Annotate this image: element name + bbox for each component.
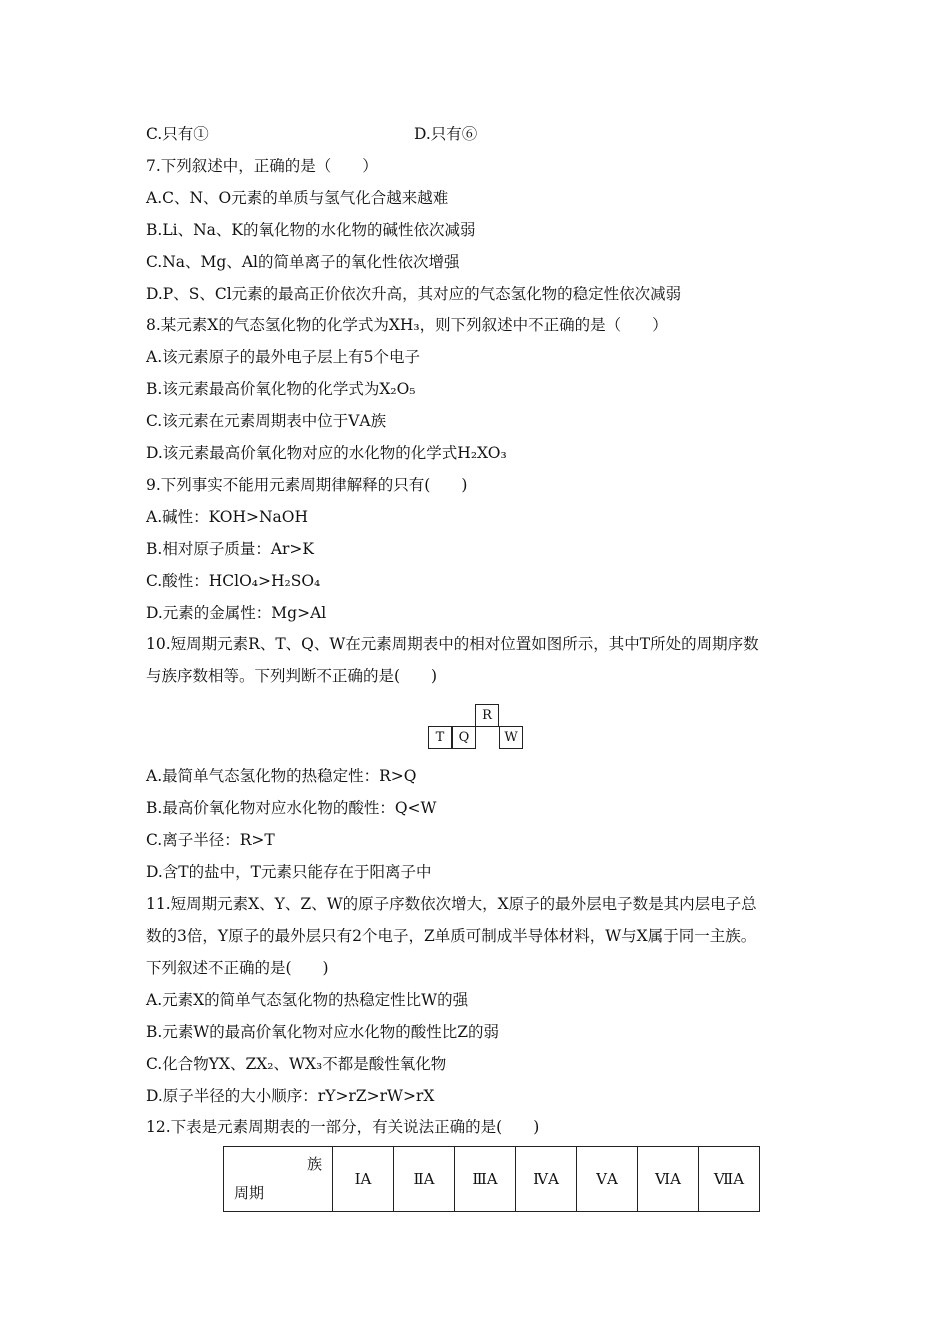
q9-option-c: C.酸性：HClO₄>H₂SO₄: [146, 572, 321, 590]
q9-option-a: A.碱性：KOH>NaOH: [146, 508, 309, 526]
q7-option-c: C.Na、Mg、Al的简单离子的氧化性依次增强: [146, 253, 460, 271]
q10-option-c: C.离子半径：R>T: [146, 831, 275, 849]
header-group-label: 族: [306, 1155, 322, 1173]
table-corner-cell: [224, 1147, 333, 1212]
q7-option-b: B.Li、Na、K的氧化物的水化物的碱性依次减弱: [146, 221, 476, 239]
header-period-label: 周期: [234, 1184, 265, 1202]
group-header-6: ⅥA: [638, 1147, 699, 1212]
q9-option-b: B.相对原子质量：Ar>K: [146, 540, 314, 558]
q10-option-d: D.含T的盐中，T元素只能存在于阳离子中: [146, 863, 432, 881]
q8-option-c: C.该元素在元素周期表中位于ⅤA族: [146, 412, 387, 430]
diagram-cell-t: T: [428, 726, 452, 749]
q11-option-c: C.化合物YX、ZX₂、WX₃不都是酸性氧化物: [146, 1055, 447, 1073]
q6-option-c: C.只有①: [146, 125, 209, 143]
group-header-3: ⅢA: [455, 1147, 516, 1212]
diagram-cell-q: Q: [452, 726, 476, 749]
q6-option-d: D.只有⑥: [414, 125, 478, 143]
q10-stem-line1: 10.短周期元素R、T、Q、W在元素周期表中的相对位置如图所示，其中T所处的周期序数: [146, 635, 759, 653]
diagram-cell-w: W: [499, 726, 523, 749]
group-header-4: ⅣA: [516, 1147, 577, 1212]
q8-option-b: B.该元素最高价氧化物的化学式为X₂O₅: [146, 380, 416, 398]
q8-option-d: D.该元素最高价氧化物对应的水化物的化学式H₂XO₃: [146, 444, 507, 462]
q10-option-a: A.最简单气态氢化物的热稳定性：R>Q: [146, 767, 417, 785]
periodic-table-fragment: [223, 1146, 760, 1212]
q10-stem-line2: 与族序数相等。下列判断不正确的是( ): [146, 667, 438, 685]
q7-option-a: A.C、N、O元素的单质与氢气化合越来越难: [146, 189, 449, 207]
q10-option-b: B.最高价氧化物对应水化物的酸性：Q<W: [146, 799, 437, 817]
q11-stem-line3: 下列叙述不正确的是( ): [146, 959, 329, 977]
q11-option-a: A.元素X的简单气态氢化物的热稳定性比W的强: [146, 991, 469, 1009]
q11-stem-line2: 数的3倍，Y原子的最外层只有2个电子，Z单质可制成半导体材料，W与X属于同一主族。: [146, 927, 757, 945]
q9-stem: 9.下列事实不能用元素周期律解释的只有( ): [146, 476, 468, 494]
q11-stem-line1: 11.短周期元素X、Y、Z、W的原子序数依次增大，X原子的最外层电子数是其内层电子总: [146, 895, 757, 913]
q9-option-d: D.元素的金属性：Mg>Al: [146, 604, 327, 622]
q8-stem: 8.某元素X的气态氢化物的化学式为XH₃，则下列叙述中不正确的是（ ）: [146, 316, 668, 334]
q11-option-b: B.元素W的最高价氧化物对应水化物的酸性比Z的弱: [146, 1023, 500, 1041]
group-header-1: ⅠA: [333, 1147, 394, 1212]
q7-stem: 7.下列叙述中，正确的是（ ）: [146, 157, 378, 175]
group-header-5: ⅤA: [577, 1147, 638, 1212]
diagram-cell-r: R: [475, 704, 499, 727]
q11-option-d: D.原子半径的大小顺序：rY>rZ>rW>rX: [146, 1087, 435, 1105]
q12-stem: 12.下表是元素周期表的一部分，有关说法正确的是( ): [146, 1118, 540, 1136]
q8-option-a: A.该元素原子的最外电子层上有5个电子: [146, 348, 420, 366]
group-header-7: ⅦA: [699, 1147, 760, 1212]
q7-option-d: D.P、S、Cl元素的最高正价依次升高，其对应的气态氢化物的稳定性依次减弱: [146, 285, 682, 303]
group-header-2: ⅡA: [394, 1147, 455, 1212]
